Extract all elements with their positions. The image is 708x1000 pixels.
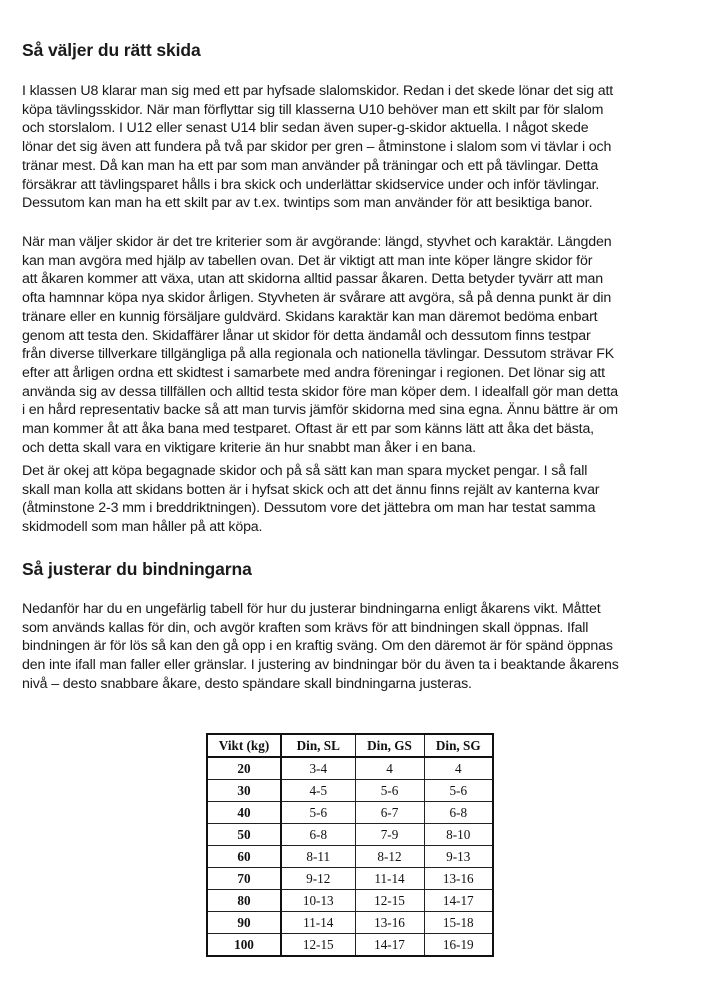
cell-din-sl: 11-14	[281, 912, 355, 934]
cell-din-gs: 12-15	[355, 890, 424, 912]
paragraph-ski-classes	[22, 82, 702, 213]
cell-din-sl: 8-11	[281, 846, 355, 868]
table-row	[207, 757, 493, 780]
cell-din-sg: 5-6	[424, 780, 493, 802]
cell-din-sg: 13-16	[424, 868, 493, 890]
header-din-sl: Din, SL	[281, 734, 355, 757]
text-line: När man väljer skidor är det tre kriterier som är avgörande: längd, styvhet och karaktär. Längden	[22, 234, 612, 250]
table-body	[207, 757, 493, 956]
text-line: (åtminstone 2-3 mm i breddriktningen). Dessutom vore det jättebra om man har testat samma	[22, 500, 596, 517]
cell-din-gs: 4	[355, 757, 424, 780]
cell-din-sg: 14-17	[424, 890, 493, 912]
table-row	[207, 912, 493, 934]
paragraph-used-skis	[22, 462, 702, 537]
cell-din-gs: 5-6	[355, 780, 424, 802]
cell-weight: 80	[207, 890, 281, 912]
cell-weight: 30	[207, 780, 281, 802]
cell-weight: 60	[207, 846, 281, 868]
text-line: skall man kolla att skidans botten är i hyfsat skick och att det ännu finns rejält av kanterna kvar	[22, 481, 600, 498]
cell-weight: 40	[207, 802, 281, 824]
text-line: köpa tävlingsskidor. När man förflyttar sig till klasserna U10 behöver man ett skilt par för slalom	[22, 101, 604, 118]
text-line: och detta skall vara en viktigare kriterie än hur snabbt man åker i en bana.	[22, 439, 476, 456]
cell-din-sg: 15-18	[424, 912, 493, 934]
cell-din-sg: 4	[424, 757, 493, 780]
cell-din-sg: 8-10	[424, 824, 493, 846]
text-line: Nedanför har du en ungefärlig tabell för hur du justerar bindningarna enligt åkarens vikt. Måttet	[22, 601, 601, 617]
cell-din-sg: 9-13	[424, 846, 493, 868]
cell-din-sg: 16-19	[424, 934, 493, 957]
table-row	[207, 890, 493, 912]
text-line: som används kallas för din, och avgör kraften som krävs för att bindningen skall öppnas. Ifall	[22, 619, 589, 636]
din-settings-table	[206, 733, 494, 957]
cell-din-gs: 7-9	[355, 824, 424, 846]
text-line: efter att årligen ordna ett skidtest i samarbete med andra föreningar i regionen. Det lönar sig att	[22, 364, 605, 381]
paragraph-binding-adjustment	[22, 600, 702, 694]
text-line: och storslalom. I U12 eller senast U14 blir sedan även super-g-skidor aktuella. I något skede	[22, 120, 589, 137]
text-line: genom att testa den. Skidaffärer lånar ut skidor för detta ändamål och dessutom finns testpar	[22, 327, 591, 344]
cell-weight: 100	[207, 934, 281, 957]
text-line: tränar mest. Då kan man ha ett par som man använder på träningar och ett på tävlingar. Detta	[22, 157, 599, 174]
table-row	[207, 780, 493, 802]
cell-din-gs: 11-14	[355, 868, 424, 890]
table-row	[207, 934, 493, 957]
cell-din-sl: 5-6	[281, 802, 355, 824]
header-din-gs: Din, GS	[355, 734, 424, 757]
cell-din-sg: 6-8	[424, 802, 493, 824]
text-line: från diverse tillverkare tillgängliga på alla regionala och nationella tävlingar. Dessutom strävar FK	[22, 346, 615, 363]
cell-weight: 70	[207, 868, 281, 890]
section-heading-ski-choice: Så väljer du rätt skida	[22, 40, 201, 60]
cell-din-sl: 12-15	[281, 934, 355, 957]
text-line: Dessutom kan man ha ett skilt par av t.ex. twintips som man använder för att besiktiga banor.	[22, 195, 593, 212]
cell-weight: 20	[207, 757, 281, 780]
cell-din-sl: 3-4	[281, 757, 355, 780]
text-line: lönar det sig även att fundera på två par skidor per gren – åtminstone i slalom som vi tävlar i och	[22, 139, 612, 156]
table-row	[207, 824, 493, 846]
table-row	[207, 846, 493, 868]
paragraph-ski-criteria	[22, 233, 702, 457]
cell-weight: 90	[207, 912, 281, 934]
text-line: ofta hamnnar köpa nya skidor årligen. Styvheten är svårare att avgöra, så på denna punkt är din	[22, 290, 612, 307]
cell-din-sl: 10-13	[281, 890, 355, 912]
table-header-row	[207, 734, 493, 757]
text-line: använda sig av dessa tillfällen och alltid testa skidor före man köper dem. I idealfall gör man detta	[22, 383, 619, 400]
cell-din-gs: 13-16	[355, 912, 424, 934]
text-line: kan man avgöra med hjälp av tabellen ovan. Det är viktigt att man inte köper längre skidor för	[22, 252, 593, 269]
text-line: skidmodell som man håller på att köpa.	[22, 519, 263, 536]
cell-din-sl: 4-5	[281, 780, 355, 802]
cell-weight: 50	[207, 824, 281, 846]
cell-din-gs: 8-12	[355, 846, 424, 868]
section-heading-bindings: Så justerar du bindningarna	[22, 559, 252, 579]
text-line: I klassen U8 klarar man sig med ett par hyfsade slalomskidor. Redan i det skede lönar det sig att	[22, 83, 614, 99]
cell-din-gs: 6-7	[355, 802, 424, 824]
cell-din-gs: 14-17	[355, 934, 424, 957]
table-row	[207, 868, 493, 890]
cell-din-sl: 6-8	[281, 824, 355, 846]
text-line: i en hård representativ backe så att man turvis jämför skidorna med sina egna. Ännu bättre är om	[22, 402, 618, 419]
text-line: tränare eller en kunnig försäljare guldvärd. Skidans karaktär kan man däremot bedöma enbart	[22, 308, 598, 325]
header-weight: Vikt (kg)	[207, 734, 281, 757]
text-line: bindningen är för lös så kan den gå opp i en kraftig sväng. Om den däremot är för spänd öppnas	[22, 638, 613, 655]
text-line: man kommer åt att åka bana med testparet. Oftast är ett par som känns lätt att åka det bästa,	[22, 421, 594, 438]
text-line: nivå – desto snabbare åkare, desto spändare skall bindningarna justeras.	[22, 675, 472, 692]
text-line: den inte ifall man faller eller gränslar. I justering av bindningar bör du även ta i beaktande åkarens	[22, 657, 619, 674]
text-line: Det är okej att köpa begagnade skidor och på så sätt kan man spara mycket pengar. I så fall	[22, 463, 588, 479]
text-line: försäkrar att tävlingsparet hålls i bra skick och underlättar skidservice under och inför tävlingar.	[22, 176, 600, 193]
header-din-sg: Din, SG	[424, 734, 493, 757]
cell-din-sl: 9-12	[281, 868, 355, 890]
text-line: att åkaren kommer att växa, utan att skidorna alltid passar åkaren. Detta betyder tyvärr att man	[22, 271, 603, 288]
table-row	[207, 802, 493, 824]
